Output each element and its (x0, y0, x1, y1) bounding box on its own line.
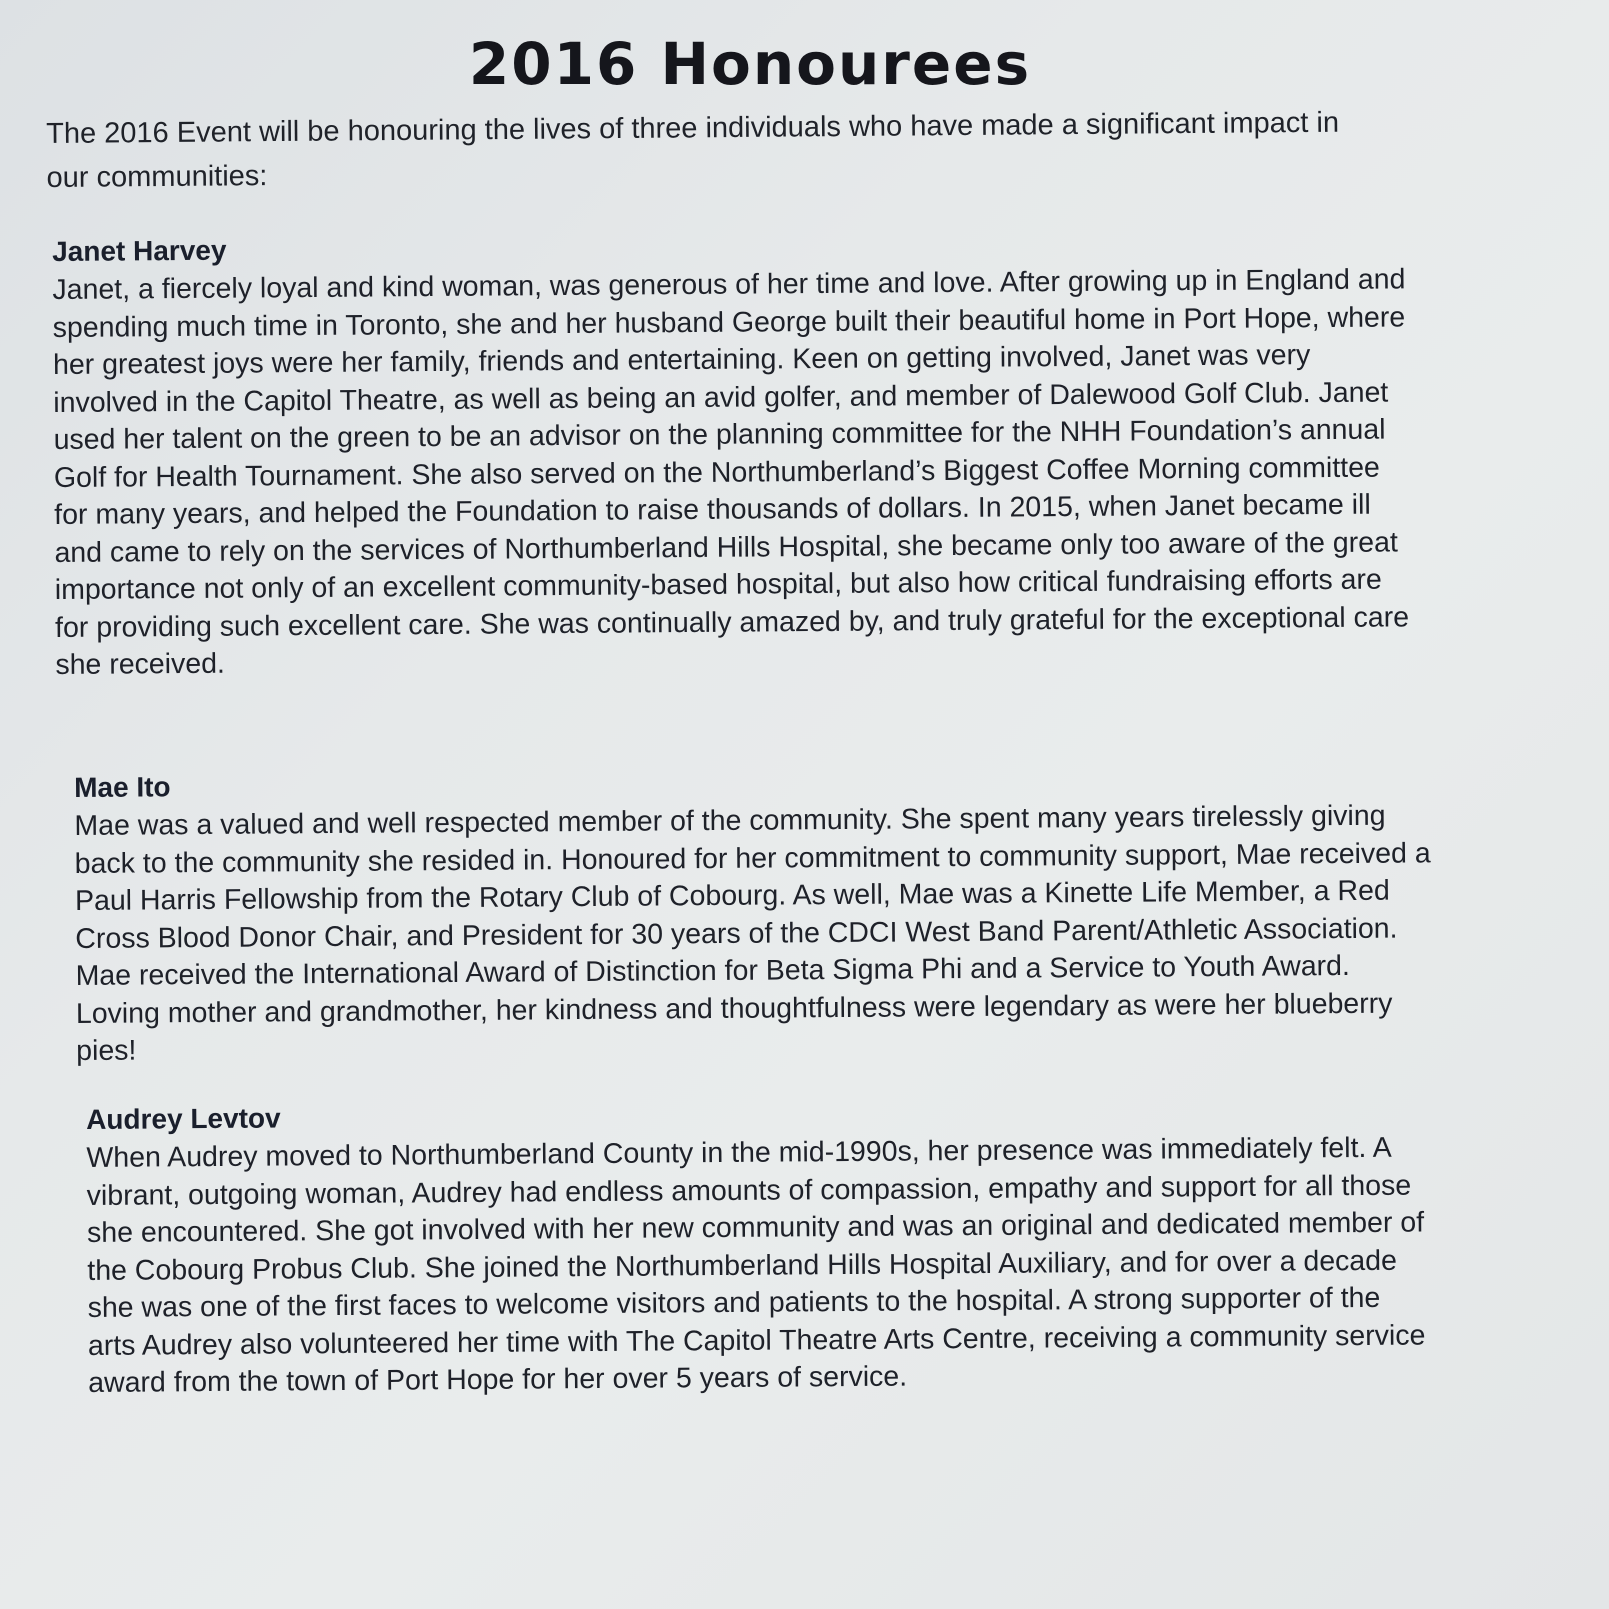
honouree-name: Audrey Levtov (86, 1102, 281, 1135)
honouree-section (74, 759, 1436, 1070)
honouree-bio: Janet, a fiercely loyal and kind woman, was generous of her time and love. After growing up in England and spending much time in Toronto, she and her husband George built their beautiful home in Port Hope, where her greatest joys were her family, friends and entertaining. Keen on getting involved, Janet was very involved in the Capitol Theatre, as well as being an avid golfer, and member of Dalewood Golf Club. Janet used her talent on the green to be an advisor on the planning committee for the NHH Foundation’s annual Golf for Health Tournament. She also served on the Northumberland’s Biggest Coffee Morning committee for many years, and helped the Foundation to raise thousands of dollars. In 2015, when Janet became ill and came to rely on the services of Northumberland Hills Hospital, she became only too aware of the great importance not only of an excellent community-based hospital, but also how critical fundraising efforts are for providing such excellent care. She was continually amazed by, and truly grateful for the exceptional care she received. (52, 263, 1410, 681)
page-title: 2016 Honourees (468, 30, 1032, 98)
honouree-name: Mae Ito (74, 771, 171, 803)
honouree-section (86, 1091, 1433, 1402)
honouree-bio: When Audrey moved to Northumberland County in the mid-1990s, her presence was immediately felt. A vibrant, outgoing woman, Audrey had endless amounts of compassion, empathy and support for all those she encountered. She got involved with her new community and was an original and dedicated member of the Cobourg Probus Club. She joined the Northumberland Hills Hospital Auxiliary, and for over a decade she was one of the first faces to welcome visitors and patients to the hospital. A strong supporter of the arts Audrey also volunteered her time with The Capitol Theatre Arts Centre, receiving a community service award from the town of Port Hope for her over 5 years of service. (86, 1131, 1426, 1399)
intro-paragraph: The 2016 Event will be honouring the lives of three individuals who have made a significant impact in our communities: (46, 106, 1340, 194)
honouree-name: Janet Harvey (52, 234, 227, 267)
honouree-bio: Mae was a valued and well respected member of the community. She spent many years tirelessly giving back to the community she resided in. Honoured for her commitment to community support, Mae received a Paul Harris Fellowship from the Rotary Club of Cobourg. As well, Mae was a Kinette Life Member, a Red Cross Blood Donor Chair, and President for 30 years of the CDCI West Band Parent/Athletic Association. Mae received the International Award of Distinction for Beta Sigma Phi and a Service to Youth Award. Loving mother and grandmother, her kindness and thoughtfulness were legendary as were her blueberry pies! (74, 799, 1431, 1067)
honouree-section (52, 223, 1415, 684)
